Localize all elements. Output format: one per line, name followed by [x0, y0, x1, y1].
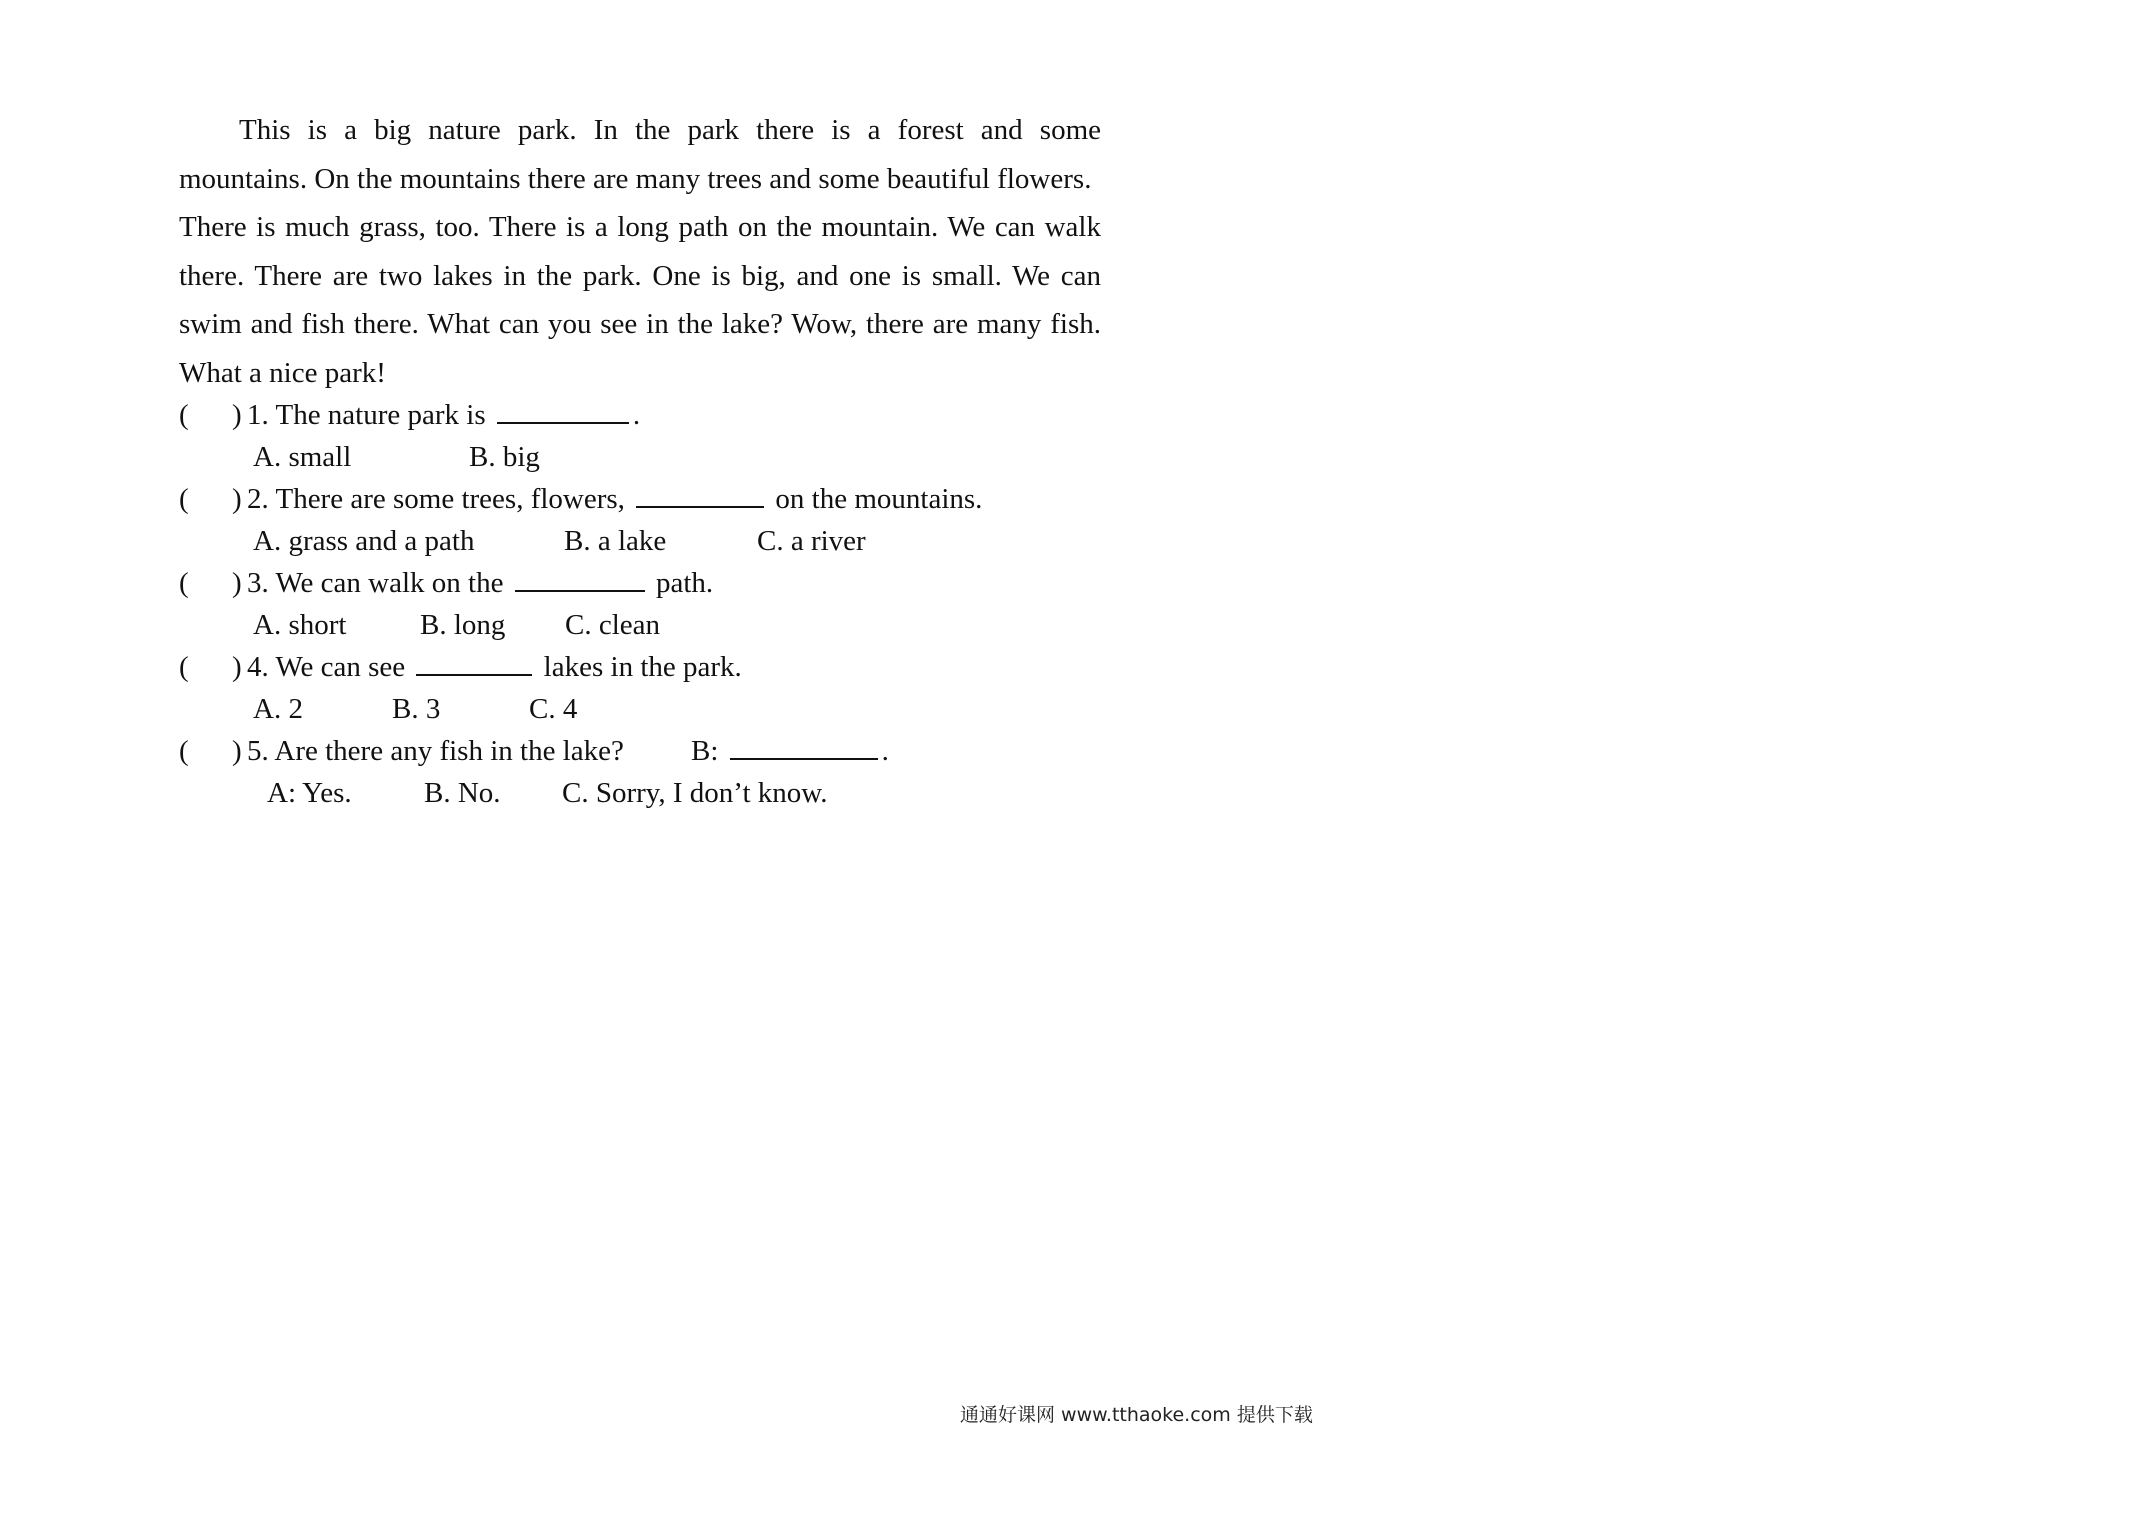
option-c: C. Sorry, I don’t know.	[562, 777, 828, 809]
passage-line-4: there. There are two lakes in the park. One is big, and one is small. We can	[179, 259, 1101, 292]
option-b: B. a lake	[564, 525, 667, 557]
answer-paren-close: )	[232, 483, 242, 515]
question-3-tail: path.	[655, 567, 714, 599]
answer-paren-open: (	[179, 651, 189, 683]
question-5-speaker: B:	[691, 735, 719, 767]
passage-line-5: swim and fish there. What can you see in the lake? Wow, there are many fish.	[179, 308, 1101, 340]
question-5-text: 5. Are there any fish in the lake?	[247, 735, 624, 767]
question-3-options	[179, 604, 1179, 646]
option-a: A. small	[253, 441, 352, 473]
question-4-tail: lakes in the park.	[543, 651, 742, 683]
question-4-text: 4. We can see	[247, 651, 406, 683]
question-3	[179, 562, 1179, 604]
reading-passage	[179, 106, 1101, 397]
option-b: B. 3	[392, 693, 441, 725]
question-4	[179, 646, 1179, 688]
option-a: A. grass and a path	[253, 525, 475, 557]
question-1-options	[179, 436, 1179, 478]
answer-paren-open: (	[179, 735, 189, 767]
question-5-tail: .	[881, 735, 889, 767]
question-list	[179, 394, 1179, 814]
passage-line-6: What a nice park!	[179, 356, 386, 389]
answer-blank[interactable]	[515, 562, 645, 592]
option-c: C. clean	[565, 609, 661, 641]
question-5-options	[179, 772, 1179, 814]
passage-line-1: This is a big nature park. In the park there is a forest and some	[239, 114, 1101, 146]
option-b: B. big	[469, 441, 540, 473]
question-1-tail: .	[632, 399, 641, 431]
answer-paren-close: )	[232, 567, 242, 599]
passage-line-2: mountains. On the mountains there are many trees and some beautiful flowers.	[179, 162, 1092, 195]
question-5	[179, 730, 1179, 772]
option-b: B. No.	[424, 777, 501, 809]
passage-line-3: There is much grass, too. There is a long path on the mountain. We can walk	[179, 211, 1101, 243]
question-2	[179, 478, 1179, 520]
answer-paren-open: (	[179, 399, 189, 431]
question-2-options	[179, 520, 1179, 562]
option-a: A. 2	[253, 693, 303, 725]
answer-paren-open: (	[179, 483, 189, 515]
answer-paren-close: )	[232, 399, 242, 431]
question-2-text: 2. There are some trees, flowers,	[247, 483, 625, 515]
question-1-text: 1. The nature park is	[247, 399, 486, 431]
answer-blank[interactable]	[416, 646, 532, 676]
answer-paren-open: (	[179, 567, 189, 599]
answer-paren-close: )	[232, 735, 242, 767]
footer-source-note: 通通好课网 www.tthaoke.com 提供下载	[960, 1404, 1313, 1426]
question-2-tail: on the mountains.	[775, 483, 983, 515]
question-3-text: 3. We can walk on the	[247, 567, 504, 599]
option-c: C. 4	[529, 693, 578, 725]
option-b: B. long	[420, 609, 506, 641]
option-a: A: Yes.	[267, 777, 352, 809]
answer-paren-close: )	[232, 651, 242, 683]
question-1	[179, 394, 1179, 436]
answer-blank[interactable]	[730, 730, 878, 760]
option-a: A. short	[253, 609, 347, 641]
option-c: C. a river	[757, 525, 866, 557]
answer-blank[interactable]	[497, 394, 629, 424]
answer-blank[interactable]	[636, 478, 764, 508]
question-4-options	[179, 688, 1179, 730]
